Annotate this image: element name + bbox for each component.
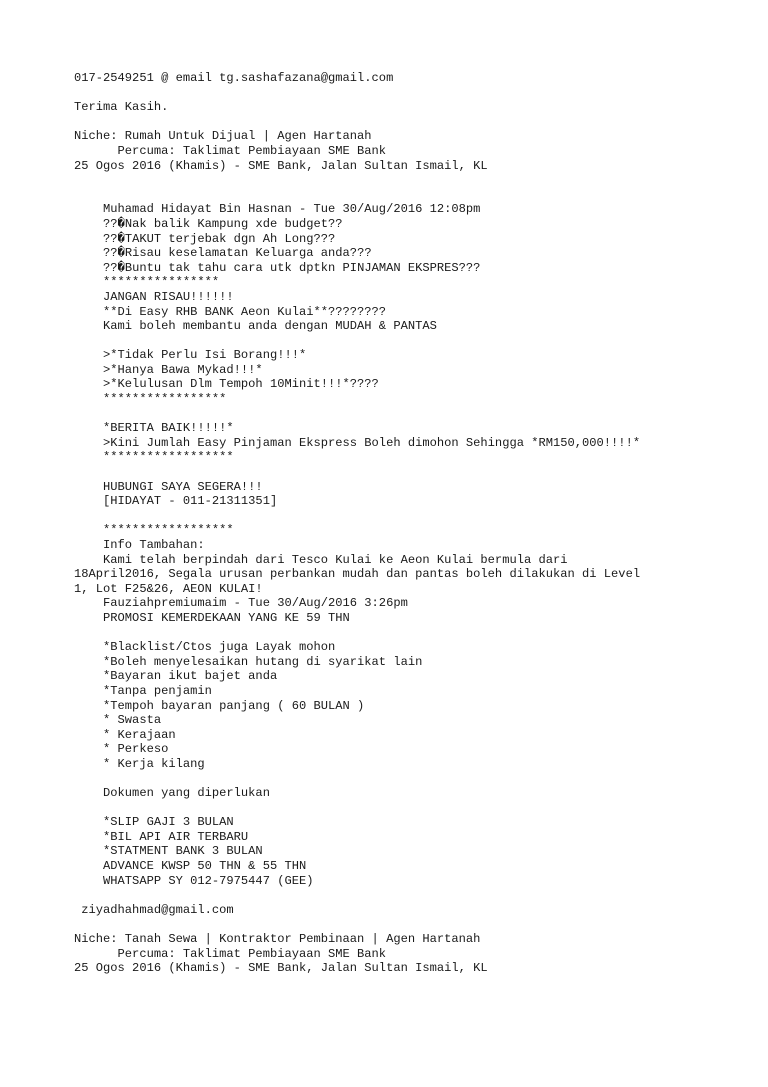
text-line: *Bayaran ikut bajet anda (74, 669, 278, 684)
text-line: ADVANCE KWSP 50 THN & 55 THN (74, 859, 307, 874)
blank-line (74, 86, 694, 101)
blank-line (74, 509, 694, 524)
text-line: *STATMENT BANK 3 BULAN (74, 844, 263, 859)
blank-line (74, 334, 694, 349)
text-line: ziyadhahmad@gmail.com (74, 902, 234, 917)
blank-line (74, 772, 694, 787)
text-line: 18April2016, Segala urusan perbankan mudah dan pantas boleh dilakukan di Level (74, 567, 641, 582)
blank-line (74, 188, 694, 203)
text-line: 1, Lot F25&26, AEON KULAI! (74, 581, 263, 596)
text-line: 25 Ogos 2016 (Khamis) - SME Bank, Jalan Sultan Ismail, KL (74, 961, 488, 976)
blank-line (74, 115, 694, 130)
text-line: >*Kelulusan Dlm Tempoh 10Minit!!!*???? (74, 377, 379, 392)
text-line: * Kerajaan (74, 727, 176, 742)
text-line: Kami boleh membantu anda dengan MUDAH & PANTAS (74, 319, 437, 334)
blank-line (74, 801, 694, 816)
text-line: Fauziahpremiumaim - Tue 30/Aug/2016 3:26pm (74, 596, 408, 611)
text-line: Kami telah berpindah dari Tesco Kulai ke Aeon Kulai bermula dari (74, 552, 568, 567)
text-line: ??�Risau keselamatan Keluarga anda??? (74, 246, 372, 261)
text-line: **************** (74, 275, 220, 290)
blank-line (74, 888, 694, 903)
text-line: 017-2549251 @ email tg.sashafazana@gmail.com (74, 71, 394, 85)
text-line: HUBUNGI SAYA SEGERA!!! (74, 479, 263, 494)
text-line: ??�Nak balik Kampung xde budget?? (74, 216, 343, 231)
text-line: ****************** (74, 450, 234, 465)
blank-line (74, 626, 694, 641)
text-line: ***************** (74, 392, 227, 407)
text-line: Niche: Tanah Sewa | Kontraktor Pembinaan | Agen Hartanah (74, 932, 481, 947)
text-line: Niche: Rumah Untuk Dijual | Agen Hartanah (74, 129, 372, 144)
text-line: WHATSAPP SY 012-7975447 (GEE) (74, 873, 314, 888)
text-line: JANGAN RISAU!!!!!! (74, 289, 234, 304)
text-line: >*Tidak Perlu Isi Borang!!!* (74, 348, 307, 363)
text-line: *Tempoh bayaran panjang ( 60 BULAN ) (74, 698, 365, 713)
text-line: *BERITA BAIK!!!!!* (74, 421, 234, 436)
text-line: >*Hanya Bawa Mykad!!!* (74, 362, 263, 377)
text-line: *Tanpa penjamin (74, 683, 212, 698)
text-line: 25 Ogos 2016 (Khamis) - SME Bank, Jalan Sultan Ismail, KL (74, 158, 488, 173)
text-line: Terima Kasih. (74, 100, 169, 115)
text-line: *SLIP GAJI 3 BULAN (74, 815, 234, 830)
text-line: Percuma: Taklimat Pembiayaan SME Bank (74, 946, 387, 961)
blank-line (74, 917, 694, 932)
text-line: Info Tambahan: (74, 538, 205, 552)
text-line: *Blacklist/Ctos juga Layak mohon (74, 640, 336, 655)
text-line: *BIL API AIR TERBARU (74, 829, 249, 844)
text-line: >Kini Jumlah Easy Pinjaman Ekspress Boleh dimohon Sehingga *RM150,000!!!!* (74, 435, 641, 450)
text-line: * Swasta (74, 713, 162, 728)
blank-line (74, 173, 694, 188)
text-line: [HIDAYAT - 011-21311351] (74, 494, 278, 509)
text-line: PROMOSI KEMERDEKAAN YANG KE 59 THN (74, 610, 350, 625)
text-line: * Perkeso (74, 742, 169, 757)
text-line: ??�Buntu tak tahu cara utk dptkn PINJAMAN EKSPRES??? (74, 260, 481, 275)
text-line: ??�TAKUT terjebak dgn Ah Long??? (74, 231, 336, 246)
text-line: ****************** (74, 523, 234, 538)
document-body (74, 71, 694, 976)
text-line: Percuma: Taklimat Pembiayaan SME Bank (74, 143, 387, 158)
text-line: Dokumen yang diperlukan (74, 786, 270, 801)
text-line: *Boleh menyelesaikan hutang di syarikat lain (74, 654, 423, 669)
text-line: Muhamad Hidayat Bin Hasnan - Tue 30/Aug/2016 12:08pm (74, 202, 481, 217)
text-line: * Kerja kilang (74, 756, 205, 771)
blank-line (74, 407, 694, 422)
blank-line (74, 465, 694, 480)
text-line: **Di Easy RHB BANK Aeon Kulai**???????? (74, 304, 387, 319)
